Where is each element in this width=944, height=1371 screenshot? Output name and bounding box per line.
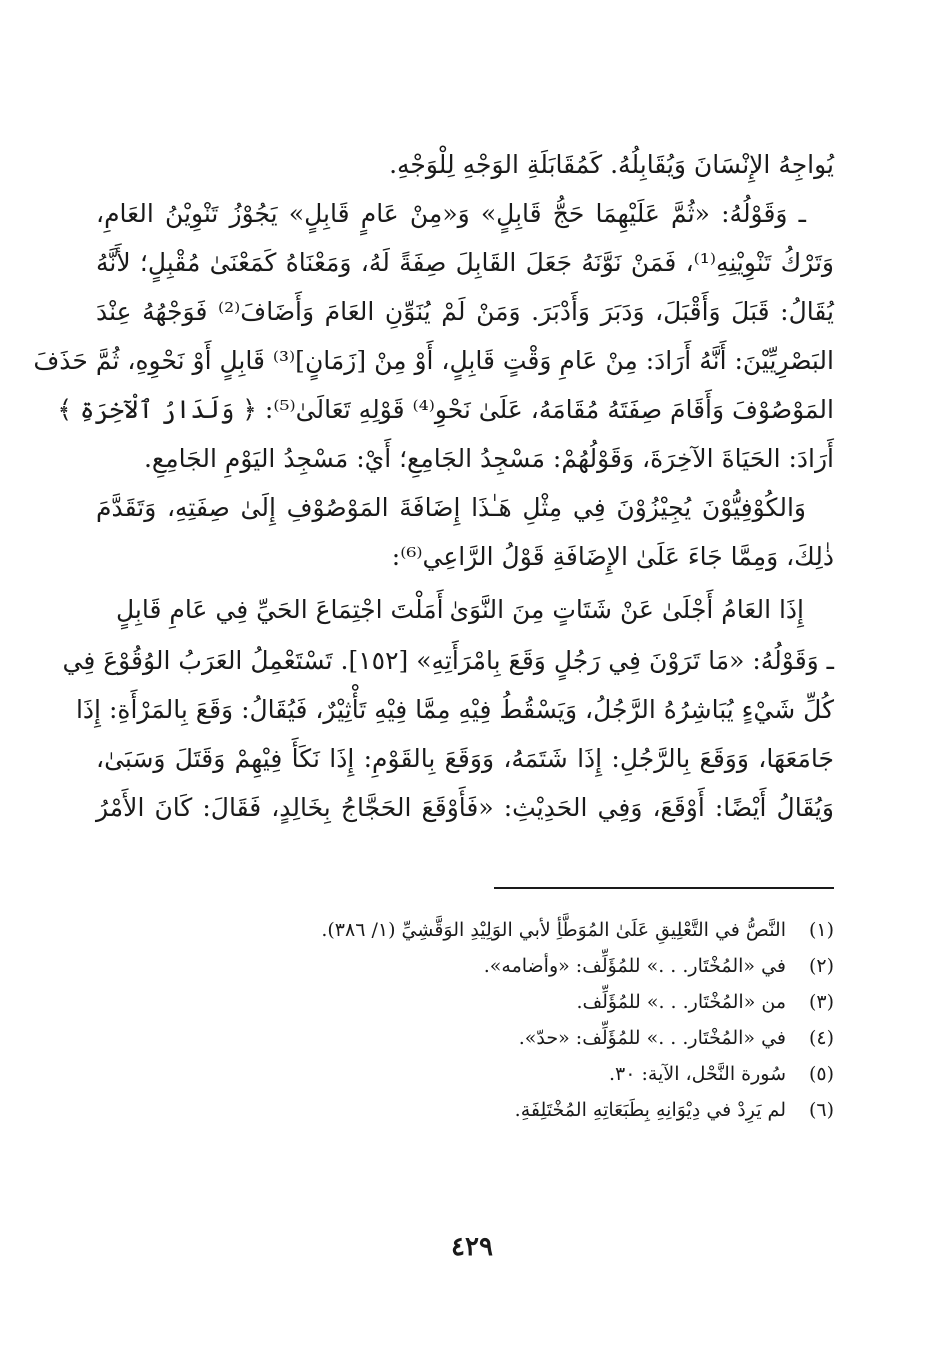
footnote-number: (٢) bbox=[808, 955, 834, 977]
text-line-1: يُواجِهُ الإِنْسَانَ وَيُقَابِلُهُ. كَمُقَابَلَةِ الوَجْهِ لِلْوَجْهِ. bbox=[389, 150, 834, 179]
footnote-1 bbox=[194, 912, 834, 948]
footnotes bbox=[194, 912, 834, 1128]
footnote-text: سُورة النَّحْل، الآية: ٣٠. bbox=[608, 1063, 786, 1085]
footnote-2 bbox=[194, 948, 834, 984]
text-line-5: البَصْرِيِّيْنَ: أَنَّهُ أَرَادَ: مِنْ عَامِ وَقْتٍ قَابِلٍ، أَوْ مِنْ [زَمَانٍ]⁽³⁾ قَابِلٍ أَوْ نَحْوِهِ، ثُمَّ حَذَفَ bbox=[33, 346, 834, 375]
text-line-6: المَوْصُوْفَ وَأَقَامَ صِفَتَهُ مُقَامَهُ، عَلَىٰ نَحْوِ⁽⁴⁾ قَوْلِهِ تَعَالَىٰ⁽⁵⁾: ﴿ وَلَدَارُ ٱلْآخِرَةِ ﴾ bbox=[57, 395, 834, 424]
text-line-12: جَامَعَهَا، وَوَقَعَ بِالرَّجُلِ: إِذَا شَتَمَهُ، وَوَقَعَ بِالقَوْمِ: إِذَا نَكَأَ فِيْهِمْ وَقَتَلَ وَسَبَىٰ، bbox=[96, 744, 834, 773]
footnote-5 bbox=[194, 1056, 834, 1092]
text-line-2: ـ وَقَوْلُهُ: «ثُمَّ عَلَيْهِمَا حَجُّ قَابِلٍ» وَ«مِنْ عَامٍ قَابِلٍ» يَجُوْزُ تَنْوِيْنُ العَامِ، bbox=[96, 199, 806, 228]
text-line-4: يُقَالُ: قَبَلَ وَأَقْبَلَ، وَدَبَرَ وَأَدْبَرَ. وَمَنْ لَمْ يُنَوِّنِ العَامَ وَأَضَافَ⁽²⁾ فَوَجْهُهُ عِنْدَ bbox=[96, 297, 834, 326]
text-line-7: أَرَادَ: الحَيَاةَ الآخِرَةَ، وَقَوْلُهُمْ: مَسْجِدُ الجَامِعِ؛ أَيْ: مَسْجِدُ اليَوْمِ الجَامِعِ. bbox=[143, 444, 834, 473]
footnote-6 bbox=[194, 1092, 834, 1128]
footnote-text: لم يَرِدْ في دِيْوَانِهِ بِطَبَعَاتِهِ المُخْتَلِفَةِ. bbox=[514, 1099, 786, 1121]
text-line-9: ذٰلِكَ، وَمِمَّا جَاءَ عَلَىٰ الإِضَافَةِ قَوْلُ الرَّاعِي⁽⁶⁾: bbox=[391, 542, 834, 571]
text-line-11: كُلِّ شَيْءٍ يُبَاشِرُهُ الرَّجُلُ، وَيَسْقُطُ فِيْهِ مِمَّا فِيْهِ تَأْثِيْرٌ، فَيُقَالُ: وَقَعَ بِالمَرْأَةِ: إِذَا bbox=[75, 695, 834, 724]
footnote-text: في «المُخْتَار. . .» للمُؤَلِّف: «وأضامه». bbox=[483, 955, 786, 977]
footnote-number: (٤) bbox=[808, 1027, 834, 1049]
footnote-separator bbox=[494, 887, 834, 889]
footnote-text: في «المُخْتَار. . .» للمُؤَلِّف: «حدّ». bbox=[518, 1027, 786, 1049]
page-number: ٤٢٩ bbox=[451, 1232, 493, 1262]
footnote-text: من «المُخْتَار. . .» للمُؤَلِّف. bbox=[576, 991, 786, 1013]
footnote-number: (١) bbox=[808, 919, 834, 941]
main-text bbox=[33, 140, 834, 832]
text-line-8: وَالكُوْفِيُّوْنَ يُجِيْزُوْنَ فِي مِثْلِ هَـٰذَا إِضَافَةَ المَوْصُوْفِ إِلَىٰ صِفَتِهِ، وَتَقَدَّمَ bbox=[96, 493, 806, 522]
poetry-verse bbox=[96, 585, 834, 634]
text-line-3: وَتَرْكُ تَنْوِيْنِهِ⁽¹⁾، فَمَنْ نَوَّنَهُ جَعَلَ القَابِلَ صِفَةً لَهُ، وَمَعْنَاهُ كَمَعْنَىٰ مُقْبِلٍ؛ لأَنَّهُ bbox=[96, 248, 834, 277]
footnote-text: النَّصُّ في التَّعْلِيقِ عَلَىٰ المُوَطَّأِ لأبي الوَلِيْدِ الوَقَّشِيِّ (١/ ٣٨٦). bbox=[321, 919, 786, 941]
text-line-10: ـ وَقَوْلُهُ: «مَا تَرَوْنَ فِي رَجُلٍ وَقَعَ بِامْرَأَتِهِ» [١٥٢]. تَسْتَعْمِلُ العَرَبُ الوُقُوْعَ فِي bbox=[62, 646, 834, 675]
footnote-number: (٦) bbox=[808, 1099, 834, 1121]
footnote-number: (٣) bbox=[808, 991, 834, 1013]
footnote-number: (٥) bbox=[808, 1063, 834, 1085]
text-line-13: وَيُقَالُ أَيْضًا: أَوْقَعَ، وَفِي الحَدِيْثِ: «فَأَوْقَعَ الحَجَّاجُ بِخَالِدٍ، فَقَالَ: كَانَ الأَمْرُ bbox=[96, 793, 834, 822]
footnote-3 bbox=[194, 984, 834, 1020]
verse-first-hemistich: إِذَا العَامُ أَجْلَىٰ عَنْ شَتَاتٍ مِنَ النَّوَىٰ bbox=[449, 595, 804, 624]
footnote-4 bbox=[194, 1020, 834, 1056]
verse-second-hemistich: أَمَلْتَ اجْتِمَاعَ الحَيِّ فِي عَامِ قَابِلٍ bbox=[116, 595, 444, 624]
